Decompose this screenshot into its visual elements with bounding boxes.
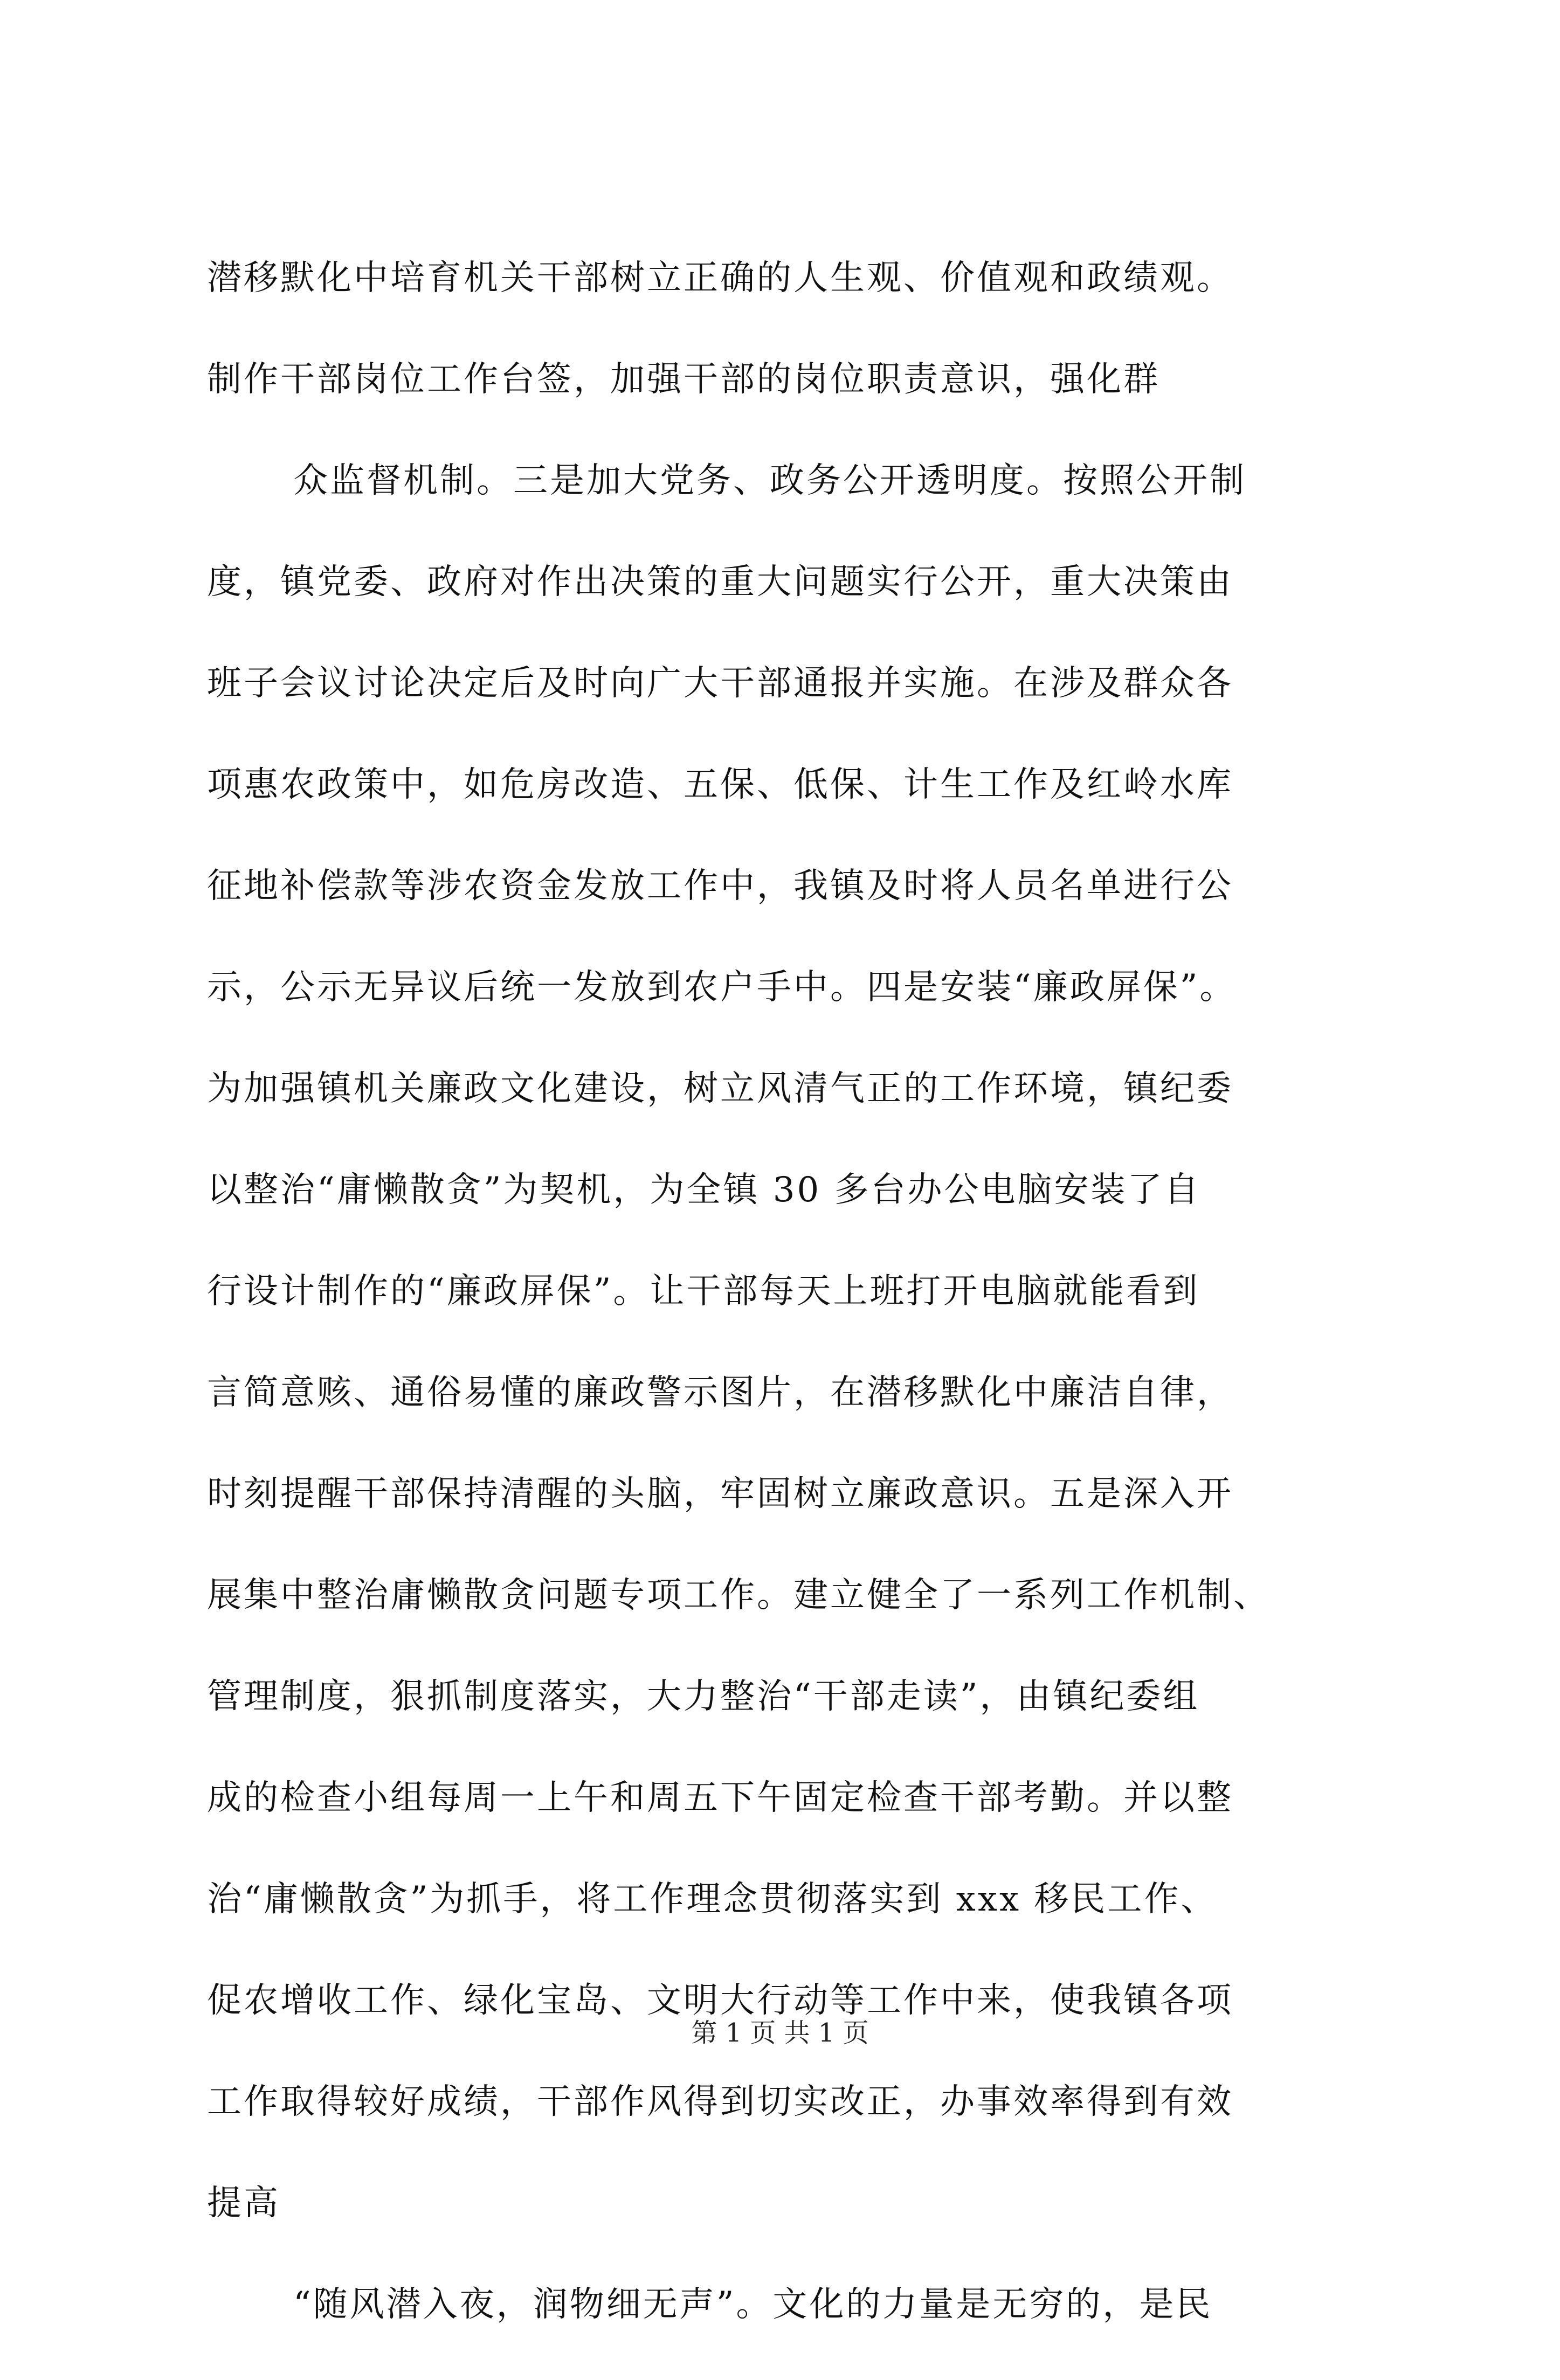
text-line: 以整治“庸懒散贪”为契机，为全镇 30 多台办公电脑安装了自 <box>207 1170 1201 1210</box>
text-line: “随风潜入夜，润物细无声”。文化的力量是无穷的，是民 <box>293 2285 1213 2324</box>
text-line: 时刻提醒干部保持清醒的头脑，牢固树立廉政意识。五是深入开 <box>207 1474 1233 1514</box>
text-line: 管理制度，狠抓制度落实，大力整治“干部走读”，由镇纪委组 <box>207 1677 1200 1717</box>
text-line: 众监督机制。三是加大党务、政务公开透明度。按照公开制 <box>293 461 1246 501</box>
document-body <box>207 252 1393 2380</box>
page-number-footer: 第 1 页 共 1 页 <box>691 2018 869 2048</box>
text-line: 治“庸懒散贪”为抓手，将工作理念贯彻落实到 xxx 移民工作、 <box>207 1879 1218 1919</box>
text-line: 言简意赅、通俗易懂的廉政警示图片，在潜移默化中廉洁自律， <box>207 1373 1233 1413</box>
text-line: 工作取得较好成绩，干部作风得到切实改正，办事效率得到有效 <box>207 2082 1233 2122</box>
text-line: 行设计制作的“廉政屏保”。让干部每天上班打开电脑就能看到 <box>207 1271 1200 1311</box>
text-line: 征地补偿款等涉农资金发放工作中，我镇及时将人员名单进行公 <box>207 866 1233 906</box>
text-line: 促农增收工作、绿化宝岛、文明大行动等工作中来，使我镇各项 <box>207 1981 1233 2021</box>
text-line: 展集中整治庸懒散贪问题专项工作。建立健全了一系列工作机制、 <box>207 1575 1270 1615</box>
text-line: 制作干部岗位工作台签，加强干部的岗位职责意识，强化群 <box>207 359 1160 399</box>
text-line: 潜移默化中培育机关干部树立正确的人生观、价值观和政绩观。 <box>207 258 1233 298</box>
text-line: 为加强镇机关廉政文化建设，树立风清气正的工作环境，镇纪委 <box>207 1069 1233 1109</box>
text-line: 度，镇党委、政府对作出决策的重大问题实行公开，重大决策由 <box>207 562 1233 602</box>
text-line: 提高 <box>207 2183 280 2223</box>
text-line: 项惠农政策中，如危房改造、五保、低保、计生工作及红岭水库 <box>207 765 1233 805</box>
text-line: 成的检查小组每周一上午和周五下午固定检查干部考勤。并以整 <box>207 1778 1233 1818</box>
text-line: 班子会议讨论决定后及时向广大干部通报并实施。在涉及群众各 <box>207 663 1233 703</box>
text-line: 示，公示无异议后统一发放到农户手中。四是安装“廉政屏保”。 <box>207 967 1237 1007</box>
